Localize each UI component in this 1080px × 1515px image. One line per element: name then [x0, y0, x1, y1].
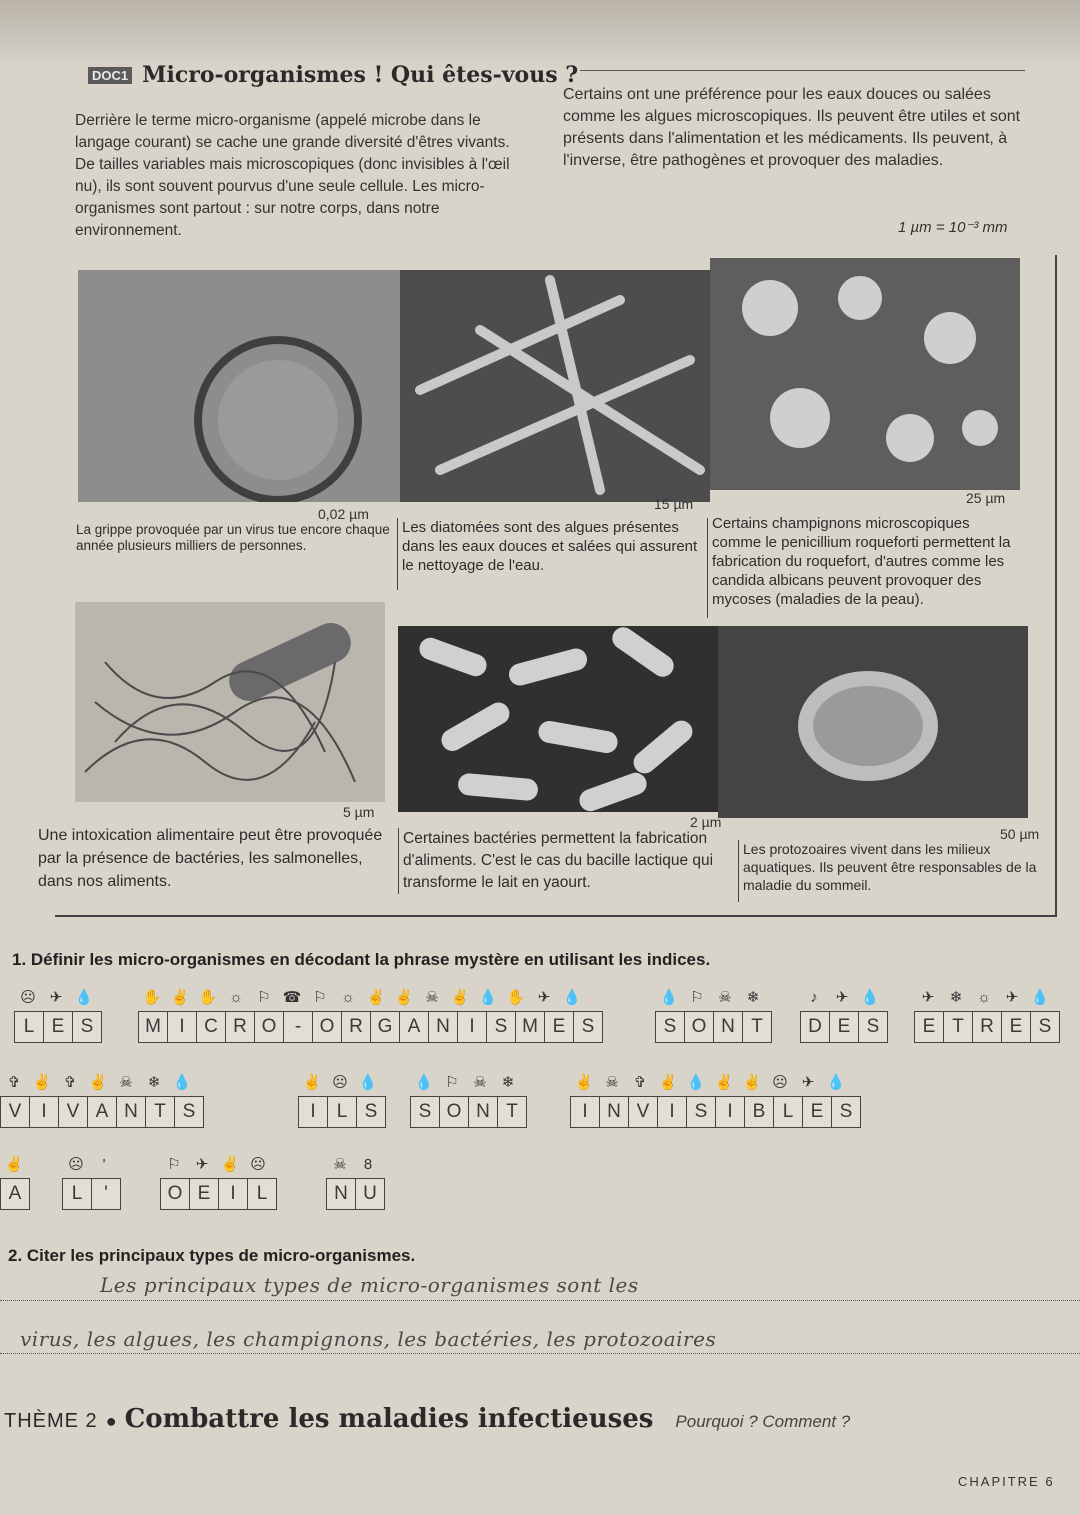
answer-line: [0, 1352, 1080, 1354]
letter-box[interactable]: E: [803, 1097, 832, 1127]
letter-box[interactable]: D: [801, 1012, 830, 1042]
cipher-symbol-icon: 💧: [414, 1074, 434, 1091]
letter-box[interactable]: N: [327, 1179, 356, 1209]
puzzle-symbols: [62, 1152, 121, 1178]
theme-number: THÈME 2: [4, 1410, 98, 1432]
bacillus-caption: Certaines bactéries permettent la fabrication d'aliments. C'est le cas du bacille lactique qui transforme le lait en yaourt.: [403, 830, 714, 891]
letter-box[interactable]: U: [363, 1183, 377, 1204]
cipher-symbol-icon: ☠: [425, 989, 439, 1006]
cipher-symbol-icon: 💧: [860, 989, 880, 1006]
letter-box[interactable]: I: [571, 1097, 600, 1127]
cipher-symbol-icon: ✋: [198, 989, 218, 1006]
letter-boxes: [0, 1096, 204, 1128]
letter-boxes: [326, 1178, 385, 1210]
bacillus-scale: 2 µm: [690, 814, 722, 830]
letter-box[interactable]: O: [161, 1179, 190, 1209]
puzzle-word: [14, 985, 102, 1043]
letter-box[interactable]: M: [516, 1012, 545, 1042]
cipher-symbol-icon: 💧: [478, 989, 498, 1006]
puzzle-symbols: [410, 1070, 527, 1096]
puzzle-word: [410, 1070, 527, 1128]
letter-box[interactable]: L: [774, 1097, 803, 1127]
letter-box[interactable]: S: [487, 1012, 516, 1042]
virus-caption: La grippe provoquée par un virus tue encore chaque année plusieurs milliers de personnes.: [76, 522, 390, 553]
cipher-symbol-icon: ☹: [20, 989, 36, 1006]
cipher-symbol-icon: ✈: [195, 1156, 209, 1173]
puzzle-symbols: [570, 1070, 861, 1096]
puzzle-word: [326, 1152, 385, 1210]
letter-box[interactable]: E: [1002, 1012, 1031, 1042]
cipher-symbol-icon: ✈: [921, 989, 935, 1006]
cipher-symbol-icon: ☠: [333, 1156, 347, 1173]
letter-box[interactable]: E: [190, 1179, 219, 1209]
letter-box[interactable]: S: [687, 1097, 716, 1127]
letter-box[interactable]: -: [284, 1012, 313, 1042]
cipher-symbol-icon: ☠: [119, 1074, 133, 1091]
letter-box[interactable]: L: [63, 1179, 92, 1209]
letter-boxes: [14, 1011, 102, 1043]
letter-box[interactable]: S: [411, 1097, 440, 1127]
caption-divider: [707, 518, 708, 618]
cipher-symbol-icon: ✌: [32, 1074, 52, 1091]
cipher-symbol-icon: ⚐: [445, 1074, 459, 1091]
caption-divider: [738, 840, 739, 902]
cipher-symbol-icon: ☼: [341, 989, 355, 1006]
letter-box[interactable]: N: [429, 1012, 458, 1042]
diatom-caption: Les diatomées sont des algues présentes dans les eaux douces et salées qui assurent le nettoyage de l'eau.: [402, 519, 698, 574]
letter-boxes: [160, 1178, 277, 1210]
puzzle-symbols: [0, 1070, 204, 1096]
letter-box[interactable]: V: [1, 1097, 30, 1127]
letter-box[interactable]: I: [716, 1097, 745, 1127]
letter-box[interactable]: R: [973, 1012, 1002, 1042]
cipher-symbol-icon: 💧: [686, 1074, 706, 1091]
letter-box[interactable]: L: [328, 1097, 357, 1127]
cipher-symbol-icon: ✋: [506, 989, 526, 1006]
cipher-symbol-icon: 💧: [358, 1074, 378, 1091]
cipher-symbol-icon: ☠: [718, 989, 732, 1006]
letter-box[interactable]: M: [139, 1012, 168, 1042]
cipher-symbol-icon: ✌: [574, 1074, 594, 1091]
cipher-symbol-icon: ⚐: [257, 989, 271, 1006]
letter-box[interactable]: S: [581, 1016, 595, 1037]
diatom-scale: 15 µm: [654, 496, 694, 512]
letter-box[interactable]: V: [629, 1097, 658, 1127]
cipher-symbol-icon: ✈: [49, 989, 63, 1006]
cipher-symbol-icon: 💧: [659, 989, 679, 1006]
cipher-symbol-icon: ✈: [835, 989, 849, 1006]
letter-box[interactable]: N: [469, 1097, 498, 1127]
salmonella-scale: 5 µm: [343, 804, 375, 820]
letter-box[interactable]: R: [226, 1012, 255, 1042]
letter-boxes: [138, 1011, 603, 1043]
puzzle-symbols: [138, 985, 603, 1011]
puzzle-word: [298, 1070, 386, 1128]
theme-handwritten-note: Pourquoi ? Comment ?: [675, 1412, 851, 1431]
letter-boxes: [0, 1178, 30, 1210]
cipher-symbol-icon: ✞: [633, 1074, 647, 1091]
puzzle-word: [570, 1070, 861, 1128]
diatom-photo: [400, 270, 710, 502]
protozoa-scale: 50 µm: [1000, 826, 1040, 842]
letter-boxes: [410, 1096, 527, 1128]
letter-boxes: [570, 1096, 861, 1128]
cipher-symbol-icon: 💧: [562, 989, 582, 1006]
letter-box[interactable]: T: [146, 1097, 175, 1127]
letter-box[interactable]: B: [745, 1097, 774, 1127]
unit-note: 1 µm = 10⁻³ mm: [898, 219, 1008, 236]
cipher-symbol-icon: 💧: [826, 1074, 846, 1091]
letter-box[interactable]: I: [658, 1097, 687, 1127]
puzzle-word: [800, 985, 888, 1043]
question-1: 1. Définir les micro-organismes en décodant la phrase mystère en utilisant les indices.: [12, 950, 711, 969]
letter-box[interactable]: N: [714, 1012, 743, 1042]
cipher-symbol-icon: ⚐: [690, 989, 704, 1006]
protozoa-photo: [718, 626, 1028, 818]
letter-box[interactable]: N: [600, 1097, 629, 1127]
cipher-symbol-icon: ✞: [7, 1074, 21, 1091]
letter-box[interactable]: I: [219, 1179, 248, 1209]
handwritten-answer-line-1: Les principaux types de micro-organismes sont les: [100, 1273, 639, 1297]
letter-boxes: [914, 1011, 1060, 1043]
puzzle-symbols: [160, 1152, 277, 1178]
letter-box[interactable]: O: [313, 1012, 342, 1042]
cipher-symbol-icon: ✌: [742, 1074, 762, 1091]
cipher-symbol-icon: ✌: [4, 1156, 24, 1173]
theme-title: Combattre les maladies infectieuses: [124, 1404, 654, 1434]
letter-box[interactable]: I: [458, 1012, 487, 1042]
cipher-symbol-icon: ☠: [605, 1074, 619, 1091]
cipher-symbol-icon: 8: [363, 1156, 373, 1173]
letter-box[interactable]: S: [656, 1012, 685, 1042]
bullet-icon: ●: [105, 1411, 117, 1431]
intro-right-text: Certains ont une préférence pour les eaux douces ou salées comme les algues microscopiques. Ils peuvent être utiles et sont présents dans l'alimentation et les médicaments. Ils peuvent, à l'inverse, être pathogènes et provoquer des maladies.: [563, 86, 1021, 169]
puzzle-word: [62, 1152, 121, 1210]
puzzle-word: [0, 1152, 30, 1210]
letter-box[interactable]: N: [117, 1097, 146, 1127]
cipher-symbol-icon: 💧: [172, 1074, 192, 1091]
letter-box[interactable]: S: [1038, 1016, 1052, 1037]
intro-left-text: Derrière le terme micro-organisme (appelé microbe dans le langage courant) se cache une grande diversité d'êtres vivants. De tailles variables mais microscopiques (donc invisibles à l'œil nu), ils sont souvent pourvus d'une seule cellule. Les micro-organismes sont partout : sur notre corps, dans notre environnement.: [75, 112, 510, 239]
puzzle-symbols: [914, 985, 1060, 1011]
letter-box[interactable]: S: [839, 1101, 853, 1122]
letter-box[interactable]: V: [59, 1097, 88, 1127]
cipher-symbol-icon: 💧: [74, 989, 94, 1006]
puzzle-symbols: [14, 985, 102, 1011]
puzzle-word: [0, 1070, 204, 1128]
cipher-symbol-icon: ✈: [537, 989, 551, 1006]
letter-boxes: [655, 1011, 772, 1043]
cipher-symbol-icon: ☹: [772, 1074, 788, 1091]
letter-box[interactable]: A: [88, 1097, 117, 1127]
doc-header: [88, 62, 578, 88]
cipher-symbol-icon: ✌: [658, 1074, 678, 1091]
puzzle-symbols: [655, 985, 772, 1011]
chapter-label: CHAPITRE 6: [958, 1474, 1055, 1489]
letter-box[interactable]: A: [8, 1183, 22, 1204]
letter-boxes: [800, 1011, 888, 1043]
title-rule: [580, 70, 1025, 71]
cipher-symbol-icon: ☼: [229, 989, 243, 1006]
letter-boxes: [298, 1096, 386, 1128]
salmonella-caption: Une intoxication alimentaire peut être provoquée par la présence de bactéries, les salmonelles, dans nos aliments.: [38, 827, 383, 890]
fungi-scale: 25 µm: [966, 490, 1006, 506]
letter-box[interactable]: O: [255, 1012, 284, 1042]
cipher-symbol-icon: ☹: [332, 1074, 348, 1091]
letter-box[interactable]: S: [866, 1016, 880, 1037]
puzzle-word: [914, 985, 1060, 1043]
letter-box[interactable]: S: [80, 1016, 94, 1037]
theme-heading: [4, 1404, 850, 1434]
letter-box[interactable]: S: [182, 1101, 196, 1122]
cipher-symbol-icon: 💧: [1030, 989, 1050, 1006]
puzzle-word: [138, 985, 603, 1043]
letter-box[interactable]: G: [371, 1012, 400, 1042]
doc-badge: DOC1: [88, 67, 132, 84]
puzzle-word: [160, 1152, 277, 1210]
virus-scale: 0,02 µm: [318, 506, 369, 522]
puzzle-symbols: [326, 1152, 385, 1178]
cipher-symbol-icon: ☹: [250, 1156, 266, 1173]
letter-boxes: [62, 1178, 121, 1210]
letter-box[interactable]: R: [342, 1012, 371, 1042]
letter-box[interactable]: I: [299, 1097, 328, 1127]
fungi-caption: Certains champignons microscopiques comme le penicillium roqueforti permettent la fabrication du roquefort, d'autres comme les candida albicans peuvent provoquer des mycoses (maladies de la peau).: [712, 515, 1011, 608]
letter-box[interactable]: L: [256, 1183, 268, 1204]
puzzle-symbols: [800, 985, 888, 1011]
letter-box[interactable]: O: [440, 1097, 469, 1127]
letter-box[interactable]: E: [545, 1012, 574, 1042]
cipher-symbol-icon: ♪: [810, 989, 818, 1006]
letter-box[interactable]: ': [104, 1183, 108, 1204]
letter-box[interactable]: L: [15, 1012, 44, 1042]
letter-box[interactable]: T: [506, 1101, 518, 1122]
puzzle-symbols: [298, 1070, 386, 1096]
handwritten-answer-line-2: virus, les algues, les champignons, les bactéries, les protozoaires: [20, 1327, 717, 1351]
caption-divider: [398, 828, 399, 894]
letter-box[interactable]: E: [915, 1012, 944, 1042]
letter-box[interactable]: I: [168, 1012, 197, 1042]
letter-box[interactable]: E: [44, 1012, 73, 1042]
fungi-photo: [710, 258, 1020, 490]
salmonella-photo: [75, 602, 385, 802]
cipher-symbol-icon: ✞: [63, 1074, 77, 1091]
lactic-bacillus-photo: [398, 626, 718, 812]
cipher-symbol-icon: ☹: [68, 1156, 84, 1173]
cipher-symbol-icon: ⚐: [167, 1156, 181, 1173]
letter-box[interactable]: T: [944, 1012, 973, 1042]
cipher-symbol-icon: ✌: [394, 989, 414, 1006]
letter-box[interactable]: E: [830, 1012, 859, 1042]
cipher-symbol-icon: ❄: [501, 1074, 515, 1091]
cipher-symbol-icon: ☎: [282, 989, 302, 1006]
cipher-symbol-icon: ✈: [801, 1074, 815, 1091]
cipher-symbol-icon: ✋: [142, 989, 162, 1006]
cipher-symbol-icon: ✈: [1005, 989, 1019, 1006]
answer-line: [0, 1299, 1080, 1301]
puzzle-word: [655, 985, 772, 1043]
letter-box[interactable]: T: [751, 1016, 763, 1037]
letter-box[interactable]: I: [30, 1097, 59, 1127]
letter-box[interactable]: O: [685, 1012, 714, 1042]
puzzle-symbols: [0, 1152, 30, 1178]
cipher-symbol-icon: ': [102, 1156, 106, 1173]
letter-box[interactable]: A: [400, 1012, 429, 1042]
cipher-symbol-icon: ❄: [949, 989, 963, 1006]
protozoa-caption: Les protozoaires vivent dans les milieux aquatiques. Ils peuvent être responsables de la maladie du sommeil.: [743, 841, 1037, 893]
virus-photo: [78, 270, 400, 502]
letter-box[interactable]: S: [364, 1101, 378, 1122]
letter-box[interactable]: C: [197, 1012, 226, 1042]
cipher-symbol-icon: ❄: [147, 1074, 161, 1091]
cipher-symbol-icon: ✌: [170, 989, 190, 1006]
cipher-symbol-icon: ⚐: [313, 989, 327, 1006]
cipher-symbol-icon: ✌: [366, 989, 386, 1006]
cipher-symbol-icon: ❄: [746, 989, 760, 1006]
page-top-shadow: [0, 0, 1080, 70]
question-2: 2. Citer les principaux types de micro-organismes.: [8, 1246, 416, 1265]
cipher-symbol-icon: ☠: [473, 1074, 487, 1091]
cipher-symbol-icon: ✌: [88, 1074, 108, 1091]
cipher-symbol-icon: ✌: [302, 1074, 322, 1091]
cipher-symbol-icon: ✌: [450, 989, 470, 1006]
cipher-symbol-icon: ✌: [714, 1074, 734, 1091]
caption-divider: [397, 518, 398, 590]
cipher-symbol-icon: ✌: [220, 1156, 240, 1173]
doc-title: Micro-organismes ! Qui êtes-vous ?: [142, 62, 579, 88]
cipher-symbol-icon: ☼: [977, 989, 991, 1006]
